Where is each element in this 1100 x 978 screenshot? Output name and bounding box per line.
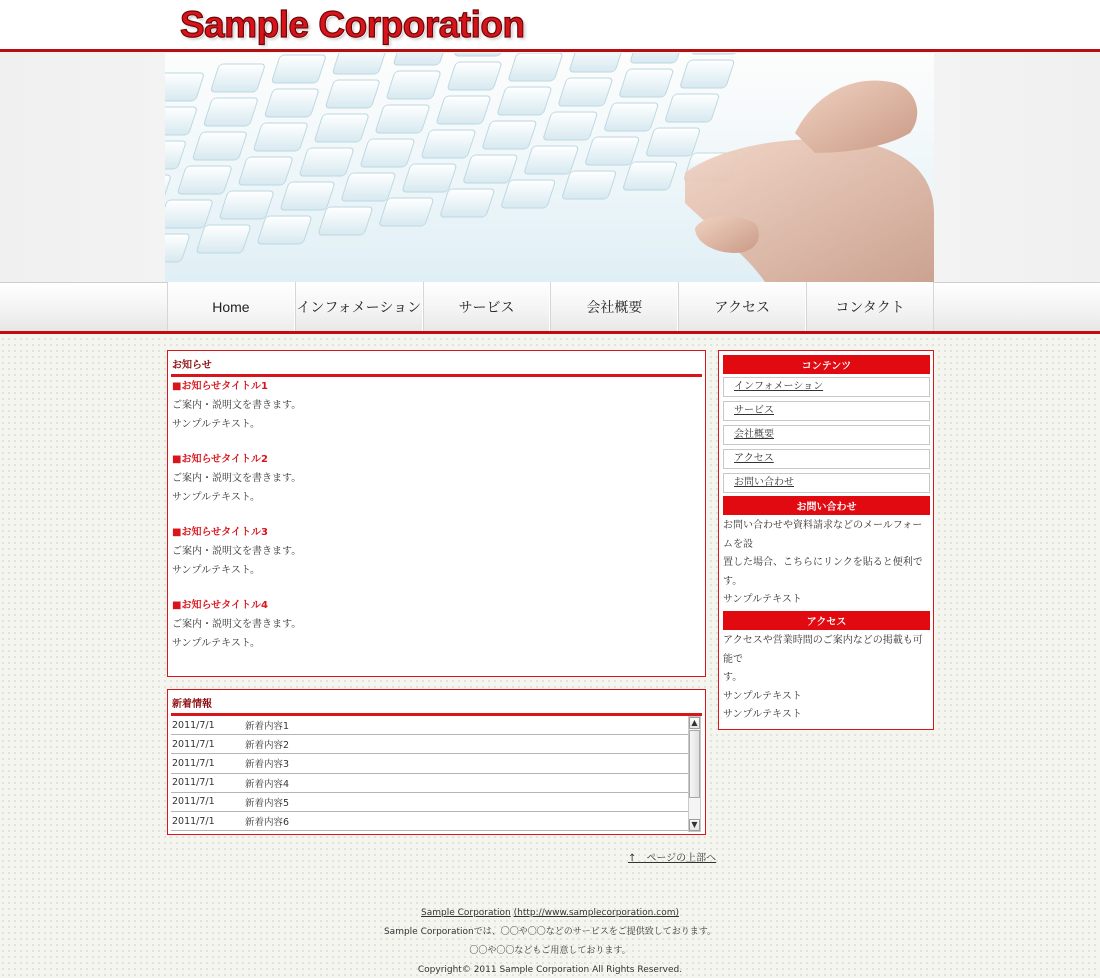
text-line: サンプルテキスト bbox=[723, 709, 802, 720]
page-top-link[interactable]: ↑ ページの上部へ bbox=[628, 853, 717, 864]
row-text: 新着内容3 bbox=[245, 759, 290, 771]
table-row bbox=[171, 793, 691, 812]
keyboard-key bbox=[280, 182, 335, 210]
news-item-text: サンプルテキスト。 bbox=[172, 419, 260, 430]
row-date: 2011/7/1 bbox=[172, 796, 215, 808]
keyboard-key bbox=[257, 216, 312, 244]
scrollbar[interactable] bbox=[688, 716, 701, 832]
keyboard-key bbox=[165, 107, 197, 135]
news-item bbox=[168, 524, 705, 597]
keyboard-key bbox=[318, 207, 373, 235]
sidebar bbox=[718, 350, 934, 730]
row-date: 2011/7/1 bbox=[172, 738, 215, 750]
news-item-text: ご案内・説明文を書きます。 bbox=[172, 619, 302, 630]
nav-information[interactable]: インフォメーション bbox=[295, 282, 423, 331]
text-line: す。 bbox=[723, 672, 743, 683]
row-text: 新着内容5 bbox=[245, 797, 290, 809]
news-item-title: ■お知らせタイトル4 bbox=[172, 600, 268, 611]
footer-url-link[interactable]: (http://www.samplecorporation.com) bbox=[513, 908, 679, 918]
text-line: 置した場合、こちらにリンクを貼ると便利です。 bbox=[723, 557, 923, 587]
scroll-down-icon[interactable]: ▼ bbox=[689, 819, 700, 831]
keyboard-key bbox=[524, 146, 579, 174]
nav-contact[interactable]: コンタクト bbox=[806, 282, 934, 331]
keyboard-key bbox=[436, 96, 491, 124]
footer-company-link[interactable]: Sample Corporation bbox=[420, 908, 511, 918]
keyboard-key bbox=[454, 53, 509, 56]
keyboard-key bbox=[501, 180, 556, 208]
news-item-text: ご案内・説明文を書きます。 bbox=[172, 473, 302, 484]
keyboard-key bbox=[165, 175, 171, 203]
sidebar-item-inquiry[interactable]: お問い合わせ bbox=[723, 473, 930, 493]
main-nav bbox=[167, 282, 934, 331]
sidebar-contents-title: コンテンツ bbox=[723, 355, 930, 374]
row-text: 新着内容6 bbox=[245, 817, 290, 829]
keyboard-key bbox=[508, 53, 563, 81]
keyboard-key bbox=[219, 191, 274, 219]
news-item-text: ご案内・説明文を書きます。 bbox=[172, 400, 302, 411]
whats-new-list[interactable] bbox=[171, 716, 691, 832]
keyboard-key bbox=[325, 80, 380, 108]
keyboard-key bbox=[569, 53, 624, 72]
keyboard-key bbox=[440, 189, 495, 217]
news-item-text: ご案内・説明文を書きます。 bbox=[172, 546, 302, 557]
table-row bbox=[171, 774, 691, 793]
news-item-title: ■お知らせタイトル3 bbox=[172, 527, 268, 538]
news-item bbox=[168, 378, 705, 451]
keyboard-key bbox=[341, 173, 396, 201]
keyboard-key bbox=[238, 157, 293, 185]
sidebar-item-access[interactable]: アクセス bbox=[723, 449, 930, 469]
sidebar-item-company[interactable]: 会社概要 bbox=[723, 425, 930, 445]
news-title: お知らせ bbox=[171, 351, 702, 377]
keyboard-key bbox=[604, 103, 659, 131]
site-footer bbox=[0, 905, 1100, 978]
scroll-up-icon[interactable]: ▲ bbox=[689, 717, 700, 729]
site-logo[interactable]: Sample Corporation bbox=[180, 4, 525, 45]
row-text: 新着内容2 bbox=[245, 740, 290, 752]
text-line: お問い合わせや資料請求などのメールフォームを設 bbox=[723, 520, 923, 550]
keyboard-key bbox=[447, 62, 502, 90]
hero-image bbox=[165, 53, 934, 282]
row-date: 2011/7/1 bbox=[172, 757, 215, 769]
text-line: サンプルテキスト bbox=[723, 690, 802, 702]
sidebar-item-information[interactable]: インフォメーション bbox=[723, 377, 930, 397]
keyboard-key bbox=[165, 200, 213, 228]
row-date: 2011/7/1 bbox=[172, 777, 215, 789]
news-box bbox=[167, 350, 706, 677]
table-row bbox=[171, 754, 691, 773]
keyboard-key bbox=[421, 130, 476, 158]
whats-new-title: 新着情報 bbox=[171, 690, 702, 716]
news-item-text: サンプルテキスト。 bbox=[172, 492, 260, 503]
keyboard-key bbox=[402, 164, 457, 192]
keyboard-key bbox=[543, 112, 598, 140]
keyboard-key bbox=[379, 198, 434, 226]
nav-home[interactable]: Home bbox=[167, 282, 295, 331]
sidebar-inquiry-title: お問い合わせ bbox=[723, 496, 930, 515]
nav-services[interactable]: サービス bbox=[423, 282, 551, 331]
nav-access[interactable]: アクセス bbox=[678, 282, 806, 331]
news-item bbox=[168, 451, 705, 524]
sidebar-item-services[interactable]: サービス bbox=[723, 401, 930, 421]
keyboard-key bbox=[691, 53, 746, 54]
row-text: 新着内容4 bbox=[245, 778, 290, 790]
sidebar-access-text bbox=[723, 632, 931, 725]
row-date: 2011/7/1 bbox=[172, 815, 215, 827]
keyboard-key bbox=[210, 64, 265, 92]
row-date: 2011/7/1 bbox=[172, 719, 215, 731]
news-item-title: ■お知らせタイトル2 bbox=[172, 454, 268, 465]
text-line: サンプルテキスト bbox=[723, 594, 802, 605]
keyboard-key bbox=[386, 71, 441, 99]
table-row bbox=[171, 735, 691, 754]
table-row bbox=[171, 716, 691, 735]
keyboard-key bbox=[271, 55, 326, 83]
keyboard-key bbox=[165, 73, 205, 101]
keyboard-key bbox=[630, 53, 685, 63]
text-line: アクセスや営業時間のご案内などの掲載も可能で bbox=[723, 635, 923, 665]
keyboard-key bbox=[165, 141, 186, 169]
footer-line: 〇〇や〇〇などもご用意しております。 bbox=[469, 946, 631, 956]
news-item-text: サンプルテキスト。 bbox=[172, 638, 260, 649]
keyboard-key bbox=[482, 121, 537, 149]
row-text: 新着内容1 bbox=[245, 721, 290, 733]
keyboard-key bbox=[375, 105, 430, 133]
keyboard-key bbox=[314, 114, 369, 142]
keyboard-key bbox=[665, 94, 720, 122]
footer-line bbox=[0, 905, 1100, 924]
keyboard-illustration bbox=[165, 53, 934, 282]
keyboard-key bbox=[497, 87, 552, 115]
news-item-text: サンプルテキスト。 bbox=[172, 565, 260, 576]
keyboard-key bbox=[165, 234, 190, 262]
keyboard-key bbox=[463, 155, 518, 183]
sidebar-access-title: アクセス bbox=[723, 611, 930, 630]
keyboard-key bbox=[646, 128, 701, 156]
site-header bbox=[0, 0, 1100, 52]
footer-copyright: Copyright© 2011 Sample Corporation All Rights Reserved. bbox=[417, 965, 683, 975]
keyboard-key bbox=[393, 53, 448, 65]
keyboard-key bbox=[360, 139, 415, 167]
keyboard-key bbox=[622, 162, 677, 190]
footer-line: Sample Corporationでは、〇〇や〇〇などのサービスをご提供致しております。 bbox=[383, 927, 717, 937]
news-item bbox=[168, 597, 705, 653]
keyboard-key bbox=[680, 60, 735, 88]
whats-new-box bbox=[167, 689, 706, 835]
keyboard-key bbox=[264, 89, 319, 117]
keyboard-key bbox=[253, 123, 308, 151]
keyboard-key bbox=[562, 171, 617, 199]
table-row bbox=[171, 812, 691, 831]
news-item-title: ■お知らせタイトル1 bbox=[172, 381, 268, 392]
keyboard-key bbox=[203, 98, 258, 126]
keyboard-key bbox=[196, 225, 251, 253]
scroll-thumb[interactable] bbox=[689, 730, 700, 798]
keyboard-key bbox=[619, 69, 674, 97]
keyboard-key bbox=[332, 53, 387, 74]
keyboard-key bbox=[177, 166, 232, 194]
nav-company[interactable]: 会社概要 bbox=[550, 282, 678, 331]
keyboard-key bbox=[558, 78, 613, 106]
keyboard-key bbox=[192, 132, 247, 160]
keyboard-key bbox=[299, 148, 354, 176]
keyboard-key bbox=[585, 137, 640, 165]
